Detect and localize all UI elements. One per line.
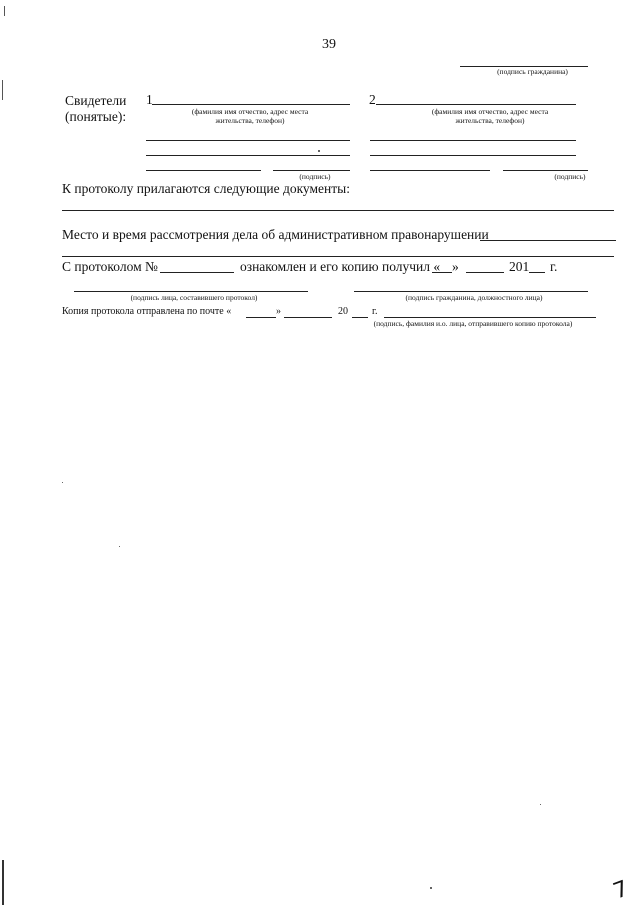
compiler-signature-caption: (подпись лица, составившего протокол): [130, 293, 258, 302]
witness-1-line-2: [146, 140, 350, 141]
witness-2-line-2: [370, 140, 576, 141]
witness-1-line: [152, 104, 350, 105]
scan-speck-2: [119, 546, 120, 547]
protocol-year-suffix: г.: [550, 259, 558, 274]
protocol-month-line: [466, 272, 504, 273]
stray-dot: [318, 150, 320, 152]
copy-sent-quote-close: »: [276, 306, 281, 317]
protocol-number-line: [160, 272, 234, 273]
scan-speck-3: [540, 804, 541, 805]
citizen-signature-line: [354, 291, 588, 292]
attached-docs-label: К протоколу прилагаются следующие документы:: [62, 181, 350, 196]
attached-docs-line: [62, 210, 614, 211]
protocol-year-line: [529, 272, 545, 273]
place-time-line: [480, 240, 616, 241]
compiler-signature-line: [74, 291, 308, 292]
top-signature-caption: (подпись гражданина): [497, 67, 568, 76]
witness-1-extra-line: [146, 170, 261, 171]
witness-1-signature-caption: (подпись): [299, 172, 331, 181]
protocol-quote-close: »: [452, 259, 459, 274]
witness-1-caption: (фамилия имя отчество, адрес места жительства, телефон): [191, 107, 309, 125]
copy-sent-year-line: [352, 317, 368, 318]
place-time-label: Место и время рассмотрения дела об административном правонарушении: [62, 227, 489, 242]
witness-2-signature-caption: (подпись): [554, 172, 586, 181]
copy-sent-text: Копия протокола отправлена по почте «: [62, 306, 232, 317]
protocol-number-label: С протоколом №: [62, 259, 158, 274]
citizen-signature-caption: (подпись гражданина, должностного лица): [405, 293, 543, 302]
margin-mark-top: [4, 6, 5, 16]
copy-sent-year-suffix: г.: [372, 306, 378, 317]
copy-sent-year-prefix: 20: [338, 306, 348, 317]
witness-2-caption: (фамилия имя отчество, адрес места жительства, телефон): [431, 107, 549, 125]
protocol-ack-text: ознакомлен и его копию получил «: [240, 259, 441, 274]
witness-1-number: 1: [146, 92, 153, 107]
page-number: 39: [322, 37, 336, 52]
margin-bar-left: [2, 860, 4, 905]
copy-sent-day-line: [246, 317, 276, 318]
witness-2-line: [376, 104, 576, 105]
margin-mark-left: [2, 80, 3, 100]
witness-2-extra-line: [370, 170, 490, 171]
witness-2-number: 2: [369, 92, 376, 107]
copy-sent-month-line: [284, 317, 332, 318]
witness-1-signature-line: [273, 170, 350, 171]
place-time-line-2: [62, 256, 614, 257]
scan-speck-4: [430, 887, 432, 889]
witness-1-line-3: [146, 155, 350, 156]
copy-sent-caption: (подпись, фамилия и.о. лица, отправившего копию протокола): [373, 319, 573, 328]
copy-sent-signature-line: [384, 317, 596, 318]
protocol-year-prefix: 201: [509, 259, 530, 274]
witnesses-label: Свидетели: [65, 93, 127, 108]
scan-speck-1: [62, 482, 63, 483]
corner-page-mark: 7: [610, 876, 632, 905]
witness-2-line-3: [370, 155, 576, 156]
witnesses-label-sub: (понятые):: [65, 109, 127, 124]
protocol-day-line: [432, 272, 452, 273]
witness-2-signature-line: [503, 170, 588, 171]
